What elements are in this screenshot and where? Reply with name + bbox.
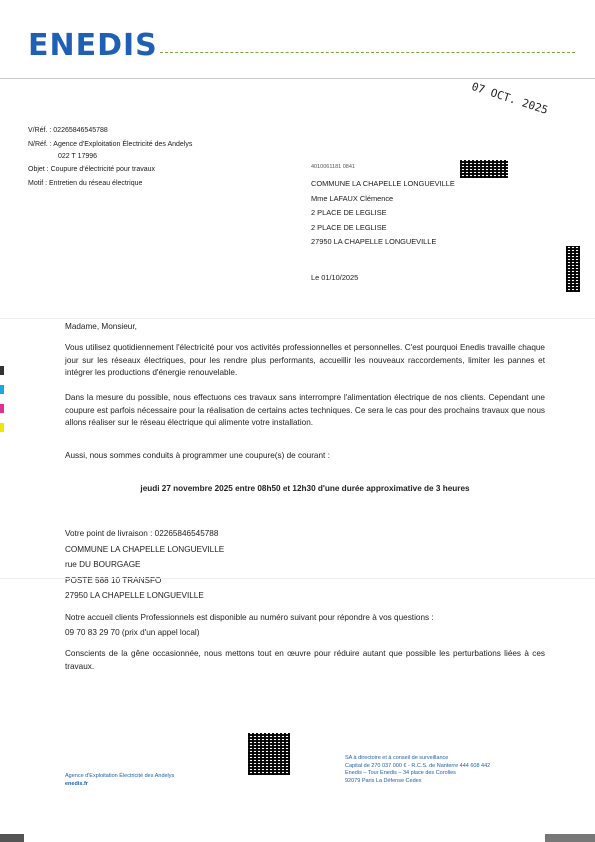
paragraph-intro: Vous utilisez quotidiennement l'électricité pour vos activités professionnelles et personnelles. C'est pourquoi Enedis travaille chaque jour sur les réseaux électriques, pour les rendre plus performants, accueillir les nouveaux raccordements, limiter les pannes et intégrer les productions d'énergie renouvelable.: [65, 343, 545, 377]
contact-phone: 09 70 83 29 70 (prix d'un appel local): [65, 628, 200, 637]
recipient-line: 2 PLACE DE LEGLISE: [311, 222, 387, 232]
mail-code: 4010061181 0841: [311, 164, 355, 170]
footer-legal-line: SA à directoire et à conseil de surveillance: [345, 755, 449, 761]
delivery-line: 27950 LA CHAPELLE LONGUEVILLE: [65, 591, 204, 600]
delivery-line: Votre point de livraison : 02265846545788: [65, 529, 219, 538]
side-datamatrix: [566, 246, 580, 292]
footer-agency: [65, 773, 174, 788]
footer-qr-code: [248, 733, 290, 775]
delivery-line: rue DU BOURGAGE: [65, 560, 141, 569]
scan-edge-left: [0, 834, 24, 842]
delivery-line: COMMUNE LA CHAPELLE LONGUEVILLE: [65, 544, 225, 554]
footer-legal: [345, 755, 490, 785]
paragraph-contact: Notre accueil clients Professionnels est disponible au numéro suivant pour répondre à vos questions :: [65, 613, 434, 622]
print-mark-yellow: [0, 423, 4, 432]
footer-website[interactable]: enedis.fr: [65, 780, 88, 787]
ref-agency: N/Réf. : Agence d'Exploitation Électricité des Andelys: [28, 141, 193, 148]
print-mark-cyan: [0, 385, 4, 394]
ref-reason: Motif : Entretien du réseau électrique: [28, 180, 143, 187]
salutation: Madame, Monsieur,: [65, 322, 137, 331]
logo-underline: [160, 52, 575, 53]
recipient-line: Mme LAFAUX Clémence: [311, 193, 394, 203]
letter-date: Le 01/10/2025: [311, 273, 359, 282]
paragraph-cut-intro: Aussi, nous sommes conduits à programmer une coupure(s) de courant :: [65, 451, 330, 460]
paragraph-works: Dans la mesure du possible, nous effectuons ces travaux sans interrompre l'alimentation électrique de nos clients. Cependant une coupure est parfois nécessaire pour la réalisation de certains actes techniques. Ce sera le cas pour des prochains travaux que nous allons réaliser sur le réseau électrique qui alimente votre installation.: [65, 393, 545, 427]
header-divider: [0, 78, 595, 79]
footer-legal-line: Capital de 270 037 000 € - R.C.S. de Nanterre 444 608 442: [345, 762, 491, 769]
print-mark-magenta: [0, 404, 4, 413]
date-stamp: 07 OCT. 2025: [469, 80, 550, 117]
delivery-line: POSTE 588 10 TRANSFO: [65, 575, 162, 585]
recipient-line: 2 PLACE DE LEGLISE: [311, 208, 387, 217]
enedis-logo: ENEDIS: [28, 28, 158, 63]
cut-schedule: jeudi 27 novembre 2025 entre 08h50 et 12h30 d'une durée approximative de 3 heures: [140, 484, 470, 493]
recipient-line: 27950 LA CHAPELLE LONGUEVILLE: [311, 237, 437, 246]
reference-block: [28, 126, 192, 188]
print-marks: [0, 366, 4, 432]
ref-subject: Objet : Coupure d'électricité pour travaux: [28, 166, 156, 173]
paragraph-closing: Conscients de la gêne occasionnée, nous mettons tout en œuvre pour réduire autant que possible les perturbations liées à ces travaux.: [65, 649, 545, 671]
scan-edge-right: [545, 834, 595, 842]
recipient-address: [311, 177, 455, 250]
ref-client: V/Réf. : 02265846545788: [28, 127, 108, 134]
ref-number: 022 T 17996: [58, 153, 98, 160]
postal-barcode: [460, 160, 508, 178]
footer-legal-line: 92079 Paris La Défense Cedex: [345, 777, 422, 784]
fold-line: [0, 578, 595, 579]
print-mark-black: [0, 366, 4, 375]
fold-line: [0, 318, 595, 319]
delivery-point: [65, 526, 224, 604]
footer-agency-name: Agence d'Exploitation Électricité des Andelys: [65, 773, 175, 779]
recipient-line: COMMUNE LA CHAPELLE LONGUEVILLE: [311, 179, 455, 188]
footer-legal-line: Enedis – Tour Enedis – 34 place des Corolles: [345, 770, 456, 776]
